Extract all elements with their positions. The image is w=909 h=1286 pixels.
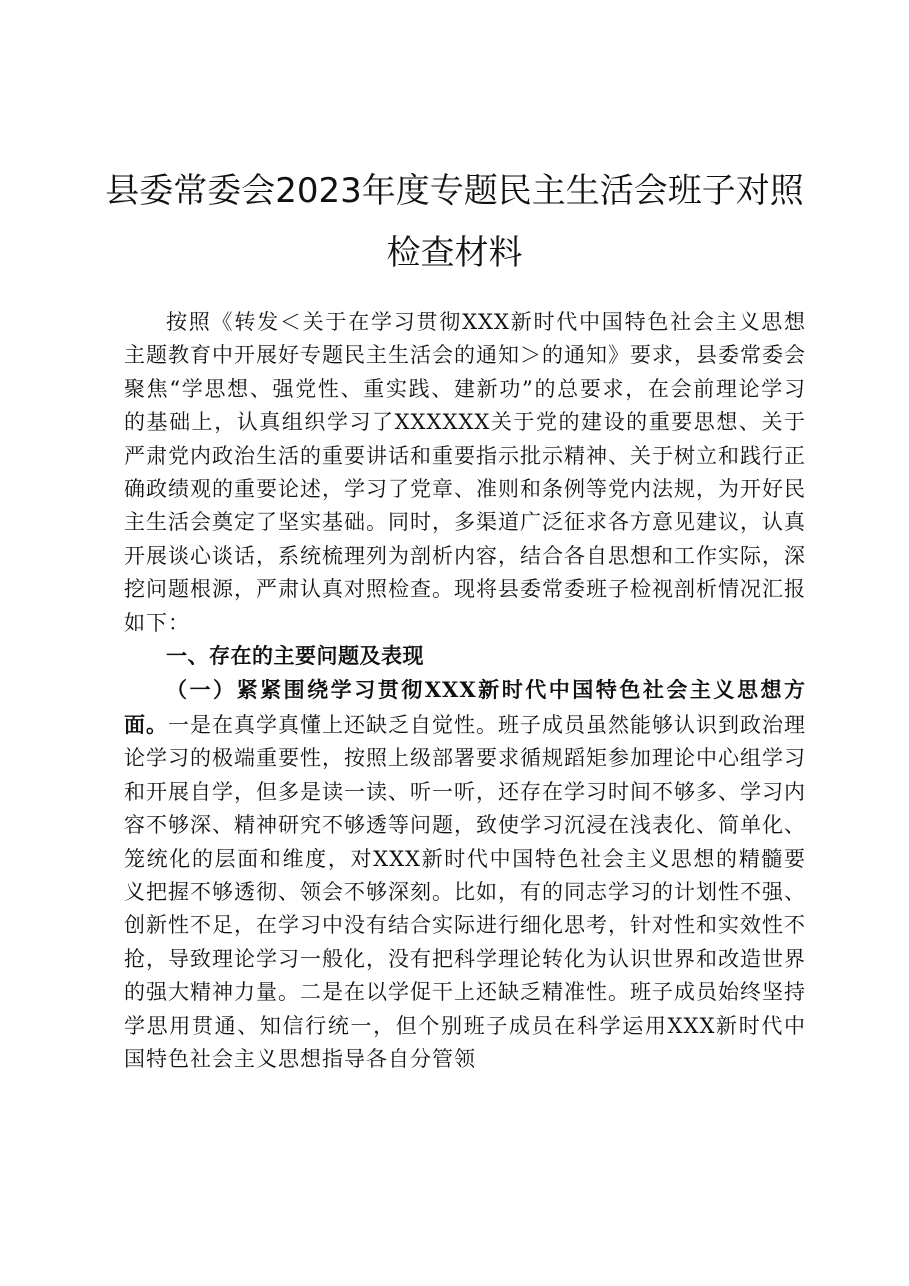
- subsection-body: 一是在真学真懂上还缺乏自觉性。班子成员虽然能够认识到政治理论学习的极端重要性，按照上级部署要求循规蹈矩参加理论中心组学习和开展自学，但多是读一读、听一听，还存在学习时间不够多、学习内容不够深、精神研究不够透等问题，致使学习沉浸在浅表化、简单化、笼统化的层面和维度，对XXX新时代中国特色社会主义思想的精髓要义把握不够透彻、领会不够深刻。比如，有的同志学习的计划性不强、创新性不足，在学习中没有结合实际进行细化思考，针对性和实效性不抢，导致理论学习一般化，没有把科学理论转化为认识世界和改造世界的强大精神力量。二是在以学促干上还缺乏精准性。班子成员始终坚持学思用贯通、知信行统一，但个别班子成员在科学运用XXX新时代中国特色社会主义思想指导各自分管领: [124, 712, 806, 1071]
- subsection-heading: （一）紧紧围绕学习贯彻XXX新时代中国特色社会主义思想方面。: [124, 677, 806, 737]
- intro-paragraph: 按照《转发＜关于在学习贯彻XXX新时代中国特色社会主义思想主题教育中开展好专题民主生活会的通知＞的通知》要求，县委常委会聚焦“学思想、强党性、重实践、建新功”的总要求，在会前理论学习的基础上，认真组织学习了XXXXXX关于党的建设的重要思想、关于严肃党内政治生活的重要讲话和重要指示批示精神、关于树立和践行正确政绩观的重要论述，学习了党章、准则和条例等党内法规，为开好民主生活会奠定了坚实基础。同时，多渠道广泛征求各方意见建议，认真开展谈心谈话，系统梳理列为剖析内容，结合各自思想和工作实际，深挖问题根源，严肃认真对照检查。现将县委常委班子检视剖析情况汇报如下：: [124, 310, 806, 635]
- document-body: [124, 306, 806, 1076]
- section-heading: 一、存在的主要问题及表现: [166, 644, 424, 669]
- subsection-paragraph: [124, 673, 806, 1076]
- document-title: 县委常委会2023年度专题民主生活会班子对照检查材料: [105, 171, 804, 273]
